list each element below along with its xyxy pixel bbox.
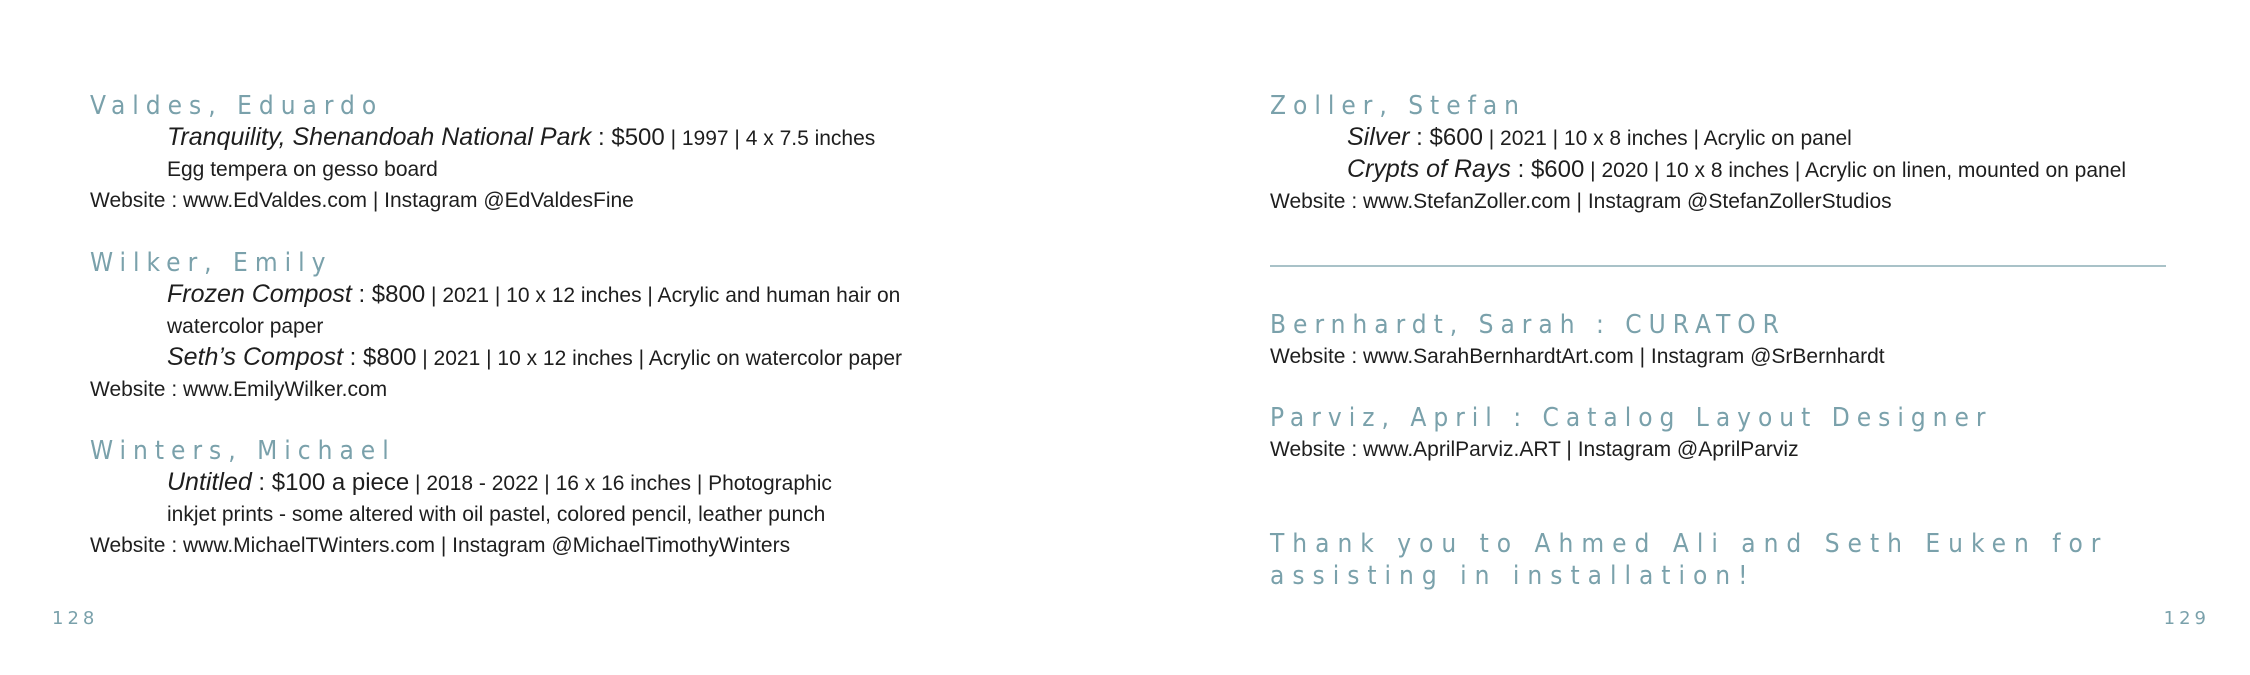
artwork-line: [90, 342, 902, 374]
artwork-price: : $600: [1409, 124, 1483, 151]
credit-entry: [1270, 402, 1993, 465]
artwork-price: : $800: [351, 281, 426, 308]
artist-website: Website : www.StefanZoller.com | Instagram @StefanZollerStudios: [1270, 190, 1892, 213]
right-page: [1125, 0, 2250, 675]
thanks-note: [1270, 528, 2108, 592]
credit-name: Bernhardt, Sarah : CURATOR: [1270, 310, 1786, 340]
artwork-title: Frozen Compost: [167, 280, 352, 308]
artist-entry: [90, 90, 875, 216]
artwork-price: : $600: [1510, 156, 1585, 183]
artist-name: Wilker, Emily: [90, 248, 333, 278]
artwork-line: [90, 279, 902, 311]
artwork-details: | 2021 | 10 x 12 inches | Acrylic and human hair on: [425, 284, 901, 307]
artwork-price: : $800: [343, 344, 417, 371]
artwork-details: | 2018 - 2022 | 16 x 16 inches | Photographic: [409, 472, 832, 495]
artwork-price: : $500: [591, 124, 665, 151]
artist-entry: [1270, 90, 2126, 217]
artist-entry: [90, 247, 902, 405]
artwork-line: [1270, 154, 2126, 186]
artwork-details: | 2021 | 10 x 12 inches | Acrylic on watercolor paper: [416, 347, 903, 370]
artwork-line: [90, 467, 832, 499]
page-number: 128: [52, 608, 99, 629]
artwork-line: [1270, 122, 2126, 154]
artist-entry: [90, 435, 832, 561]
credit-entry: [1270, 309, 1885, 372]
thanks-line: assisting in installation!: [1270, 561, 1756, 591]
artwork-line: [90, 122, 875, 154]
artwork-details: | 2021 | 10 x 8 inches | Acrylic on panel: [1482, 127, 1852, 150]
artist-name: Valdes, Eduardo: [90, 91, 384, 121]
artist-name: Zoller, Stefan: [1270, 91, 1526, 121]
artist-website: Website : www.MichaelTWinters.com | Instagram @MichaelTimothyWinters: [90, 534, 791, 557]
artwork-details-cont: watercolor paper: [167, 315, 324, 338]
credit-website: Website : www.SarahBernhardtArt.com | Instagram @SrBernhardt: [1270, 345, 1885, 368]
artist-website: Website : www.EdValdes.com | Instagram @EdValdesFine: [90, 189, 634, 212]
artist-name: Winters, Michael: [90, 436, 396, 466]
artwork-details: | 2020 | 10 x 8 inches | Acrylic on linen, mounted on panel: [1584, 159, 2127, 182]
artwork-title: Untitled: [167, 468, 252, 496]
artwork-title: Crypts of Rays: [1347, 155, 1511, 183]
credit-name: Parviz, April : Catalog Layout Designer: [1270, 403, 1993, 433]
thanks-line: Thank you to Ahmed Ali and Seth Euken for: [1270, 529, 2109, 559]
artwork-title: Seth’s Compost: [167, 343, 344, 371]
section-divider: [1270, 265, 2166, 267]
artwork-details-cont: Egg tempera on gesso board: [167, 158, 438, 181]
credit-website: Website : www.AprilParviz.ART | Instagram @AprilParviz: [1270, 438, 1799, 461]
artwork-price: : $100 a piece: [251, 469, 410, 496]
artwork-details: | 1997 | 4 x 7.5 inches: [664, 127, 876, 150]
artist-website: Website : www.EmilyWilker.com: [90, 378, 388, 401]
artwork-title: Silver: [1347, 123, 1410, 151]
artwork-details-cont: inkjet prints - some altered with oil pastel, colored pencil, leather punch: [167, 503, 826, 526]
artwork-title: Tranquility, Shenandoah National Park: [167, 123, 592, 151]
page-number: 129: [2163, 608, 2210, 629]
